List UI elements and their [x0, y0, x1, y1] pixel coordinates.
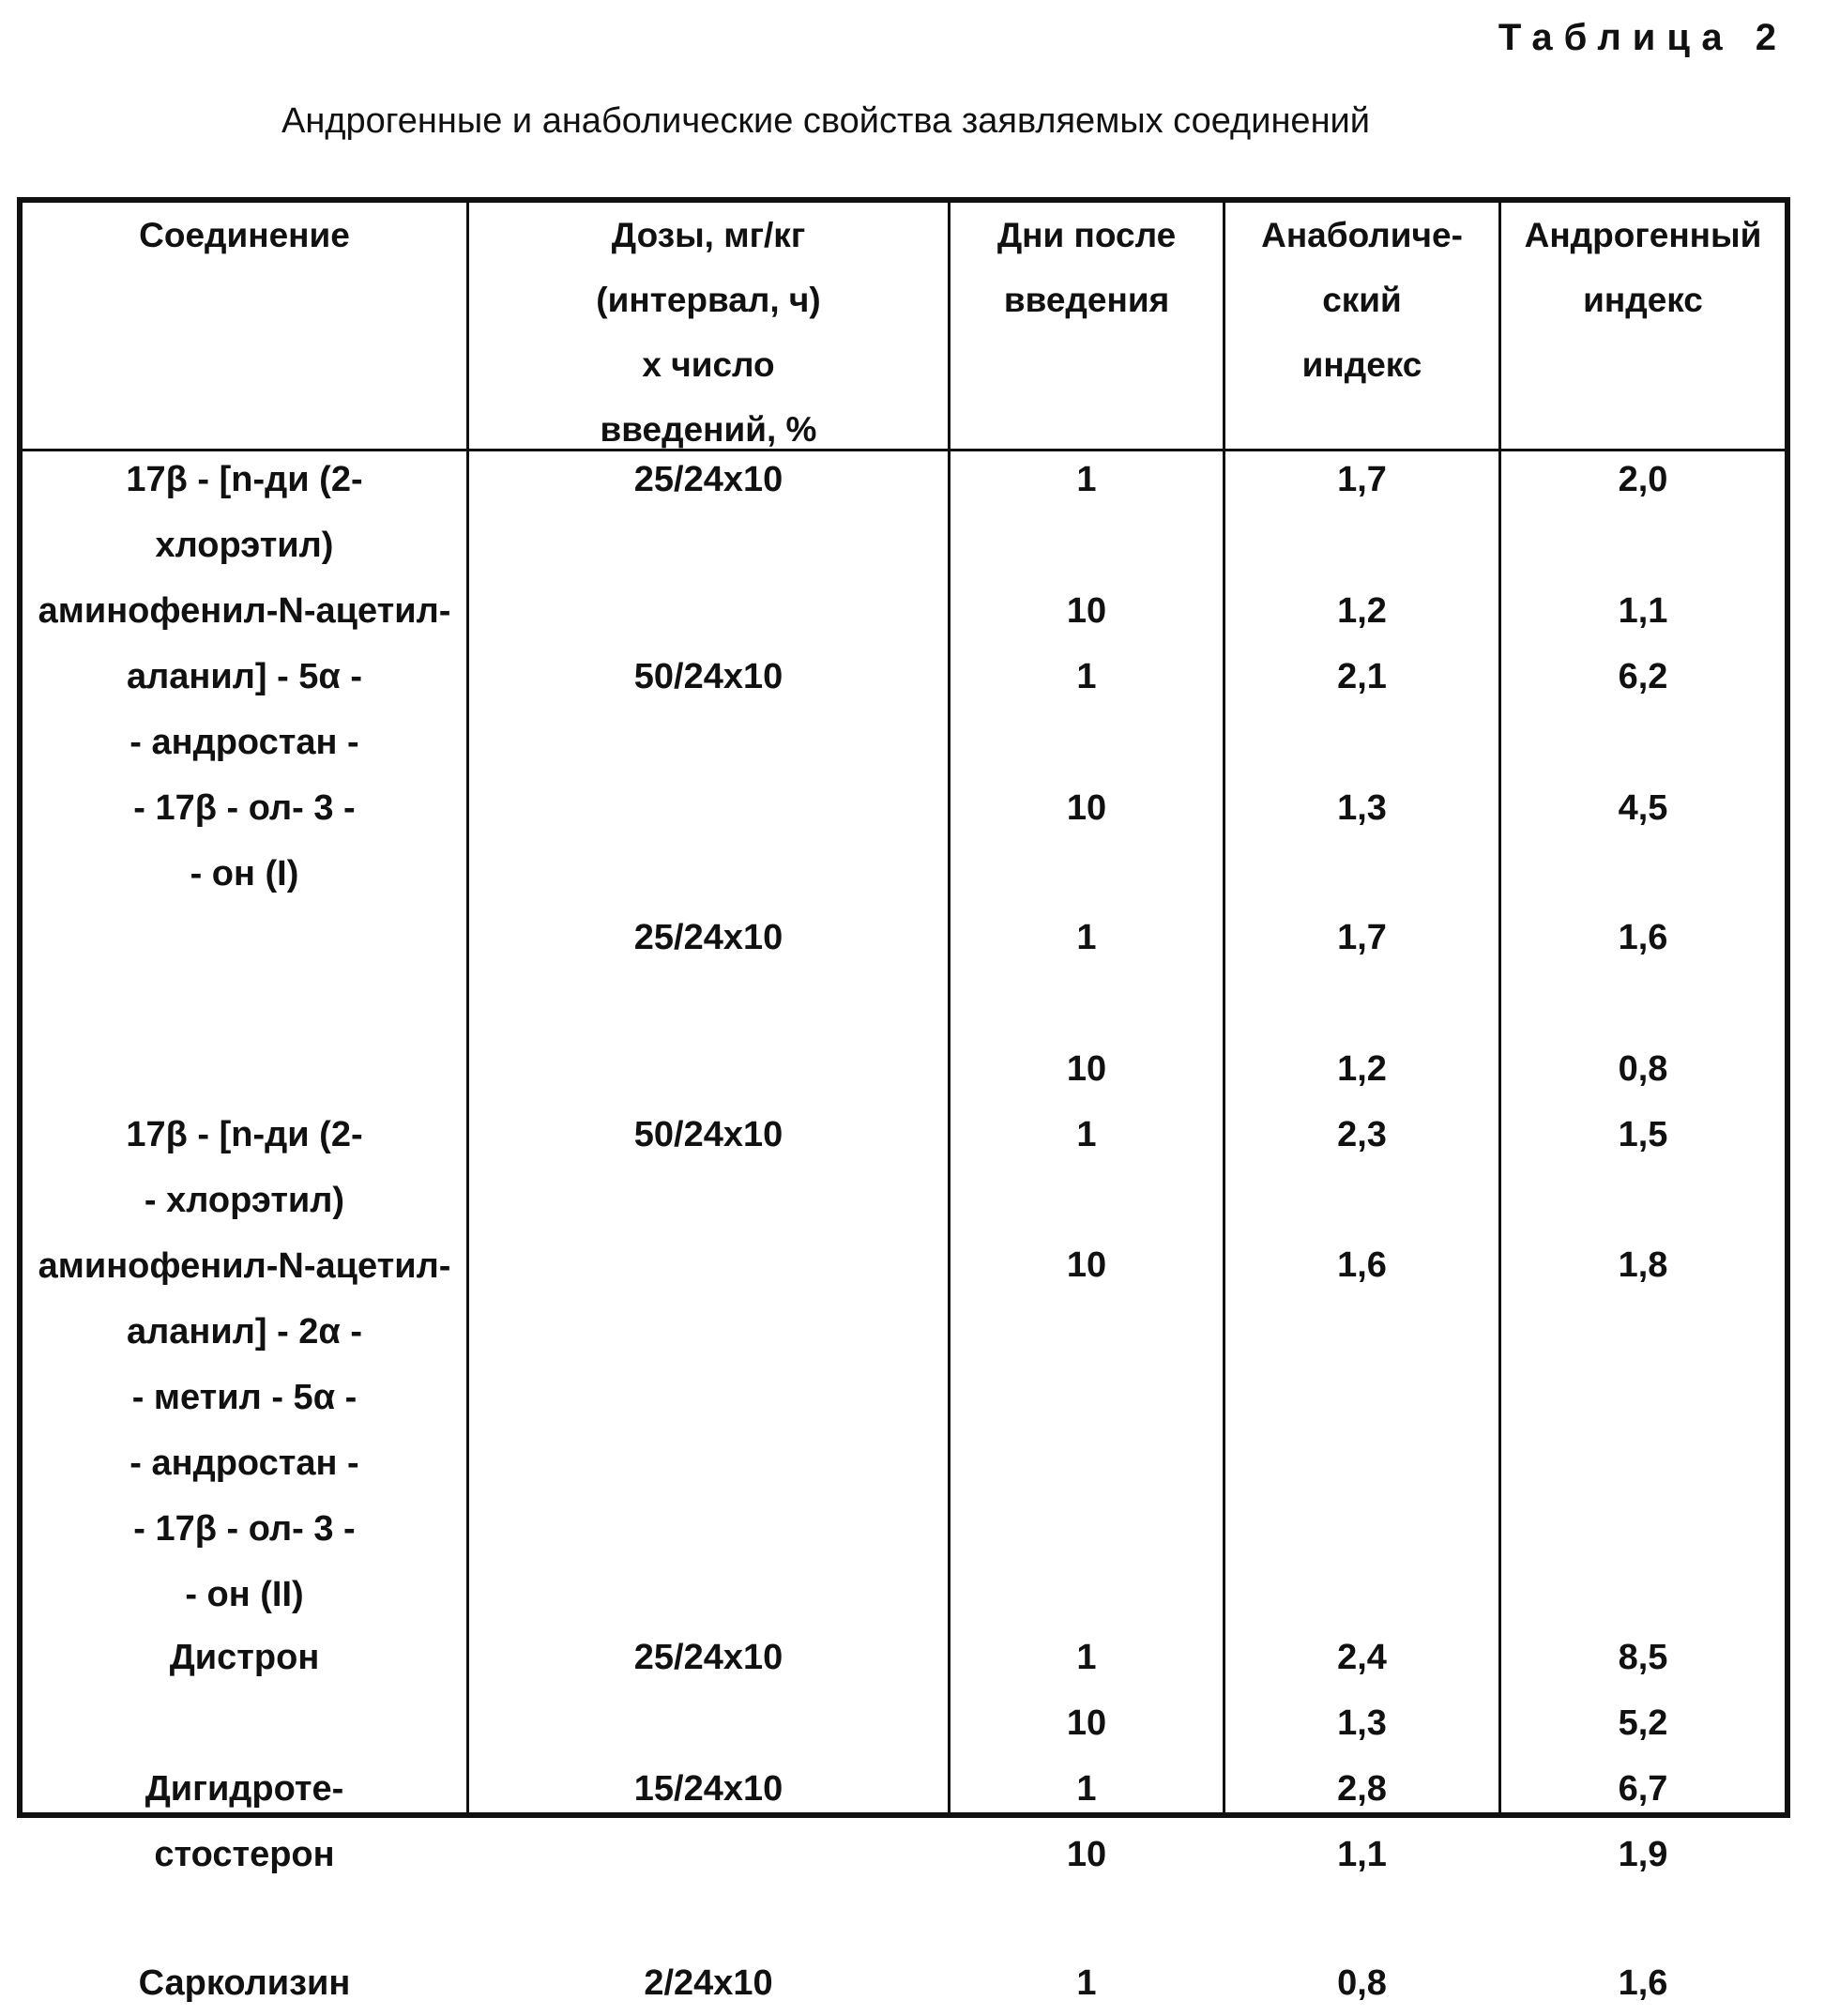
days-value: 1 — [1076, 1115, 1097, 1154]
androgenic-value: 6,7 — [1618, 1769, 1668, 1809]
anabolic-value: 1,2 — [1337, 1049, 1387, 1089]
dose-value: 50/24х10 — [633, 1115, 783, 1154]
days-value: 1 — [1076, 918, 1097, 957]
column-divider — [948, 203, 951, 1812]
days-value: 1 — [1076, 460, 1097, 499]
dose-value: 50/24х10 — [633, 657, 783, 696]
androgenic-value: 1,8 — [1618, 1245, 1668, 1285]
days-value: 10 — [1066, 591, 1107, 631]
anabolic-value: 2,1 — [1337, 657, 1387, 696]
anabolic-value: 2,8 — [1337, 1769, 1387, 1809]
dose-value: 15/24х10 — [633, 1769, 783, 1809]
column-divider — [1223, 203, 1225, 1812]
days-value: 10 — [1066, 1049, 1107, 1089]
data-table — [17, 197, 1790, 2003]
header-dose: Дозы, мг/кг (интервал, ч) х число введений, % — [596, 216, 821, 449]
column-divider — [1498, 203, 1501, 1812]
androgenic-value: 4,5 — [1618, 788, 1668, 828]
androgenic-value: 1,6 — [1618, 1963, 1668, 2003]
anabolic-value: 2,4 — [1337, 1638, 1387, 1677]
days-value: 10 — [1066, 1703, 1107, 1743]
header-compound: Соединение — [139, 216, 350, 254]
androgenic-value: 6,2 — [1618, 657, 1668, 696]
anabolic-value: 1,1 — [1337, 1835, 1387, 1874]
anabolic-value: 2,3 — [1337, 1115, 1387, 1154]
anabolic-value: 1,3 — [1337, 1703, 1387, 1743]
dose-value: 25/24х10 — [633, 918, 783, 957]
anabolic-value: 1,3 — [1337, 788, 1387, 828]
days-value: 1 — [1076, 1638, 1097, 1677]
table-number: Таблица 2 — [1498, 17, 1787, 58]
days-value: 10 — [1066, 1245, 1107, 1285]
days-value: 1 — [1076, 1769, 1097, 1809]
days-value: 10 — [1066, 1835, 1107, 1874]
header-days: Дни после введения — [996, 216, 1177, 319]
androgenic-value: 1,5 — [1618, 1115, 1668, 1154]
anabolic-value: 1,6 — [1337, 1245, 1387, 1285]
compound-name: Дистрон — [169, 1638, 320, 1677]
anabolic-value: 1,7 — [1337, 918, 1387, 957]
dose-value: 2/24х10 — [644, 1963, 773, 2003]
table-caption: Андрогенные и анаболические свойства заявляемых соединений — [281, 101, 1371, 141]
androgenic-value: 1,6 — [1618, 918, 1668, 957]
androgenic-value: 8,5 — [1618, 1638, 1668, 1677]
compound-name: Дигидроте- стостерон — [144, 1769, 344, 1874]
androgenic-value: 5,2 — [1618, 1703, 1668, 1743]
header-anabolic-index: Анаболиче- ский индекс — [1261, 216, 1463, 384]
androgenic-value: 1,9 — [1618, 1835, 1668, 1874]
header-androgenic-index: Андрогенный индекс — [1524, 216, 1762, 319]
androgenic-value: 1,1 — [1618, 591, 1668, 631]
anabolic-value: 1,2 — [1337, 591, 1387, 631]
androgenic-value: 0,8 — [1618, 1049, 1668, 1089]
compound-name: Сарколизин — [138, 1963, 351, 2003]
compound-name: 17β - [n-ди (2- - хлорэтил) аминофенил-N-ацетил- аланил] - 2α - - метил - 5α - - андростан - - 17β - ол- 3 - - он (II) — [38, 1115, 451, 1614]
androgenic-value: 2,0 — [1618, 460, 1668, 499]
compound-name: 17β - [n-ди (2- хлорэтил) аминофенил-N-ацетил- аланил] - 5α - - андростан - - 17β - ол- 3 - - он (I) — [38, 460, 451, 893]
days-value: 1 — [1076, 1963, 1097, 2003]
dose-value: 25/24х10 — [633, 460, 783, 499]
days-value: 1 — [1076, 657, 1097, 696]
anabolic-value: 1,7 — [1337, 460, 1387, 499]
days-value: 10 — [1066, 788, 1107, 828]
anabolic-value: 0,8 — [1337, 1963, 1387, 2003]
dose-value: 25/24х10 — [633, 1638, 783, 1677]
